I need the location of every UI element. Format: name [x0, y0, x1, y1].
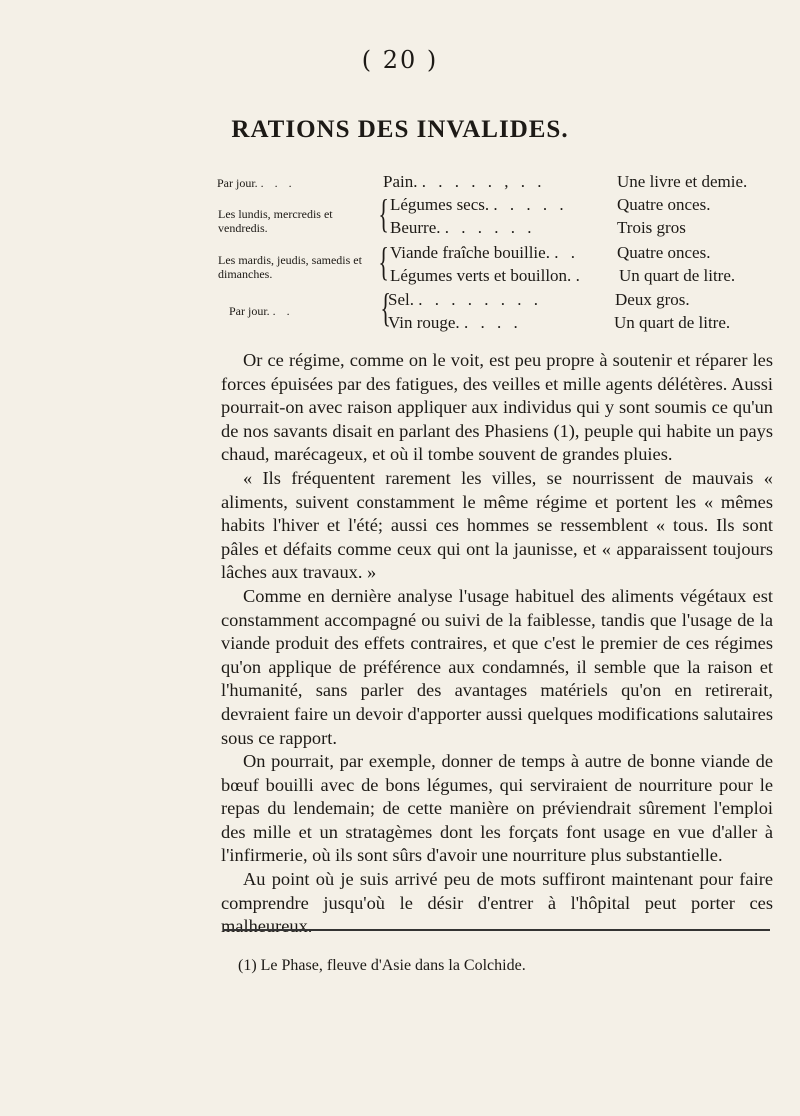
- rations-table: [0, 168, 800, 338]
- food-item: Légumes secs. . . . . .: [390, 195, 568, 214]
- paragraph: Au point où je suis arrivé peu de mots suffiront maintenant pour faire comprendre jusqu'où le désir d'entrer à l'hôpital peut porter ces malheureux.: [221, 869, 773, 937]
- quantity: Quatre onces.: [617, 195, 711, 214]
- footnote: (1) Le Phase, fleuve d'Asie dans la Colchide.: [238, 957, 526, 974]
- body-text: [221, 349, 773, 939]
- quantity: Deux gros.: [615, 290, 690, 309]
- quantity: Une livre et demie.: [617, 172, 748, 191]
- quantity: Un quart de litre.: [619, 266, 736, 285]
- food-item: Pain. . . . . . , . .: [383, 172, 546, 191]
- period-label: Les mardis, jeudis, samedis et dimanches.: [218, 253, 362, 281]
- food-item: Légumes verts et bouillon. .: [390, 266, 584, 285]
- quantity: Trois gros: [617, 218, 686, 237]
- paragraph: On pourrait, par exemple, donner de temps à autre de bonne viande de bœuf bouilli avec de bons légumes, qui serviraient de nourriture pour le repas du lendemain; de cette manière on préviendrait sûrement l'emploi des mille et un stratagèmes dont les forçats font usage en vue d'aller à l'infirmerie, où ils sont sûrs d'avoir une nourriture plus substantielle.: [221, 751, 773, 866]
- brace: {: [380, 285, 391, 330]
- footnote-rule: [223, 929, 770, 931]
- brace: {: [378, 191, 389, 236]
- quantity: Quatre onces.: [617, 243, 711, 262]
- page-number: ( 20 ): [361, 46, 439, 74]
- paragraph: Or ce régime, comme on le voit, est peu propre à soutenir et réparer les forces épuisées par des fatigues, des veilles et mille agents délétères. Aussi pourrait-on avec raison appliquer aux individus qui y sont soumis ce qu'un de nos savants disait en parlant des Phasiens (1), peuple qui habite un pays chaud, marécageux, et où il tombe souvent de grandes pluies.: [221, 350, 773, 465]
- paragraph: Comme en dernière analyse l'usage habituel des aliments végétaux est constamment accompagné ou suivi de la faiblesse, tandis que l'usage de la viande produit des effets contraires, et que c'est le premier de ces régimes qu'on applique de préférence aux condamnés, il semble que la raison et l'humanité, sans parler des avantages matériels qu'on en retirerait, devraient faire un devoir d'apporter aussi quelques modifications salutaires sous ce rapport.: [221, 585, 773, 748]
- food-item: Vin rouge. . . . .: [388, 313, 522, 332]
- quantity: Un quart de litre.: [614, 313, 731, 332]
- quotation: « Ils fréquentent rarement les villes, se nourrissent de mauvais « aliments, suivent constamment le même régime et portent les « mêmes habits l'hiver et l'été; aussi ces hommes se ressemblent « tous. Ils sont pâles et défaits comme ceux qui ont la jaunisse, et « apparaissent toujours lâches aux travaux. »: [221, 467, 773, 583]
- food-item: Sel. . . . . . . . .: [388, 290, 542, 309]
- food-item: Beurre. . . . . . .: [390, 218, 536, 237]
- period-label: Les lundis, mercredis et vendredis.: [218, 207, 333, 235]
- period-label: Par jour. . .: [229, 304, 294, 318]
- page-title: RATIONS DES INVALIDES.: [231, 116, 569, 143]
- food-item: Viande fraîche bouillie. . .: [390, 243, 579, 262]
- brace: {: [378, 239, 389, 284]
- period-label: Par jour. . . .: [217, 176, 296, 190]
